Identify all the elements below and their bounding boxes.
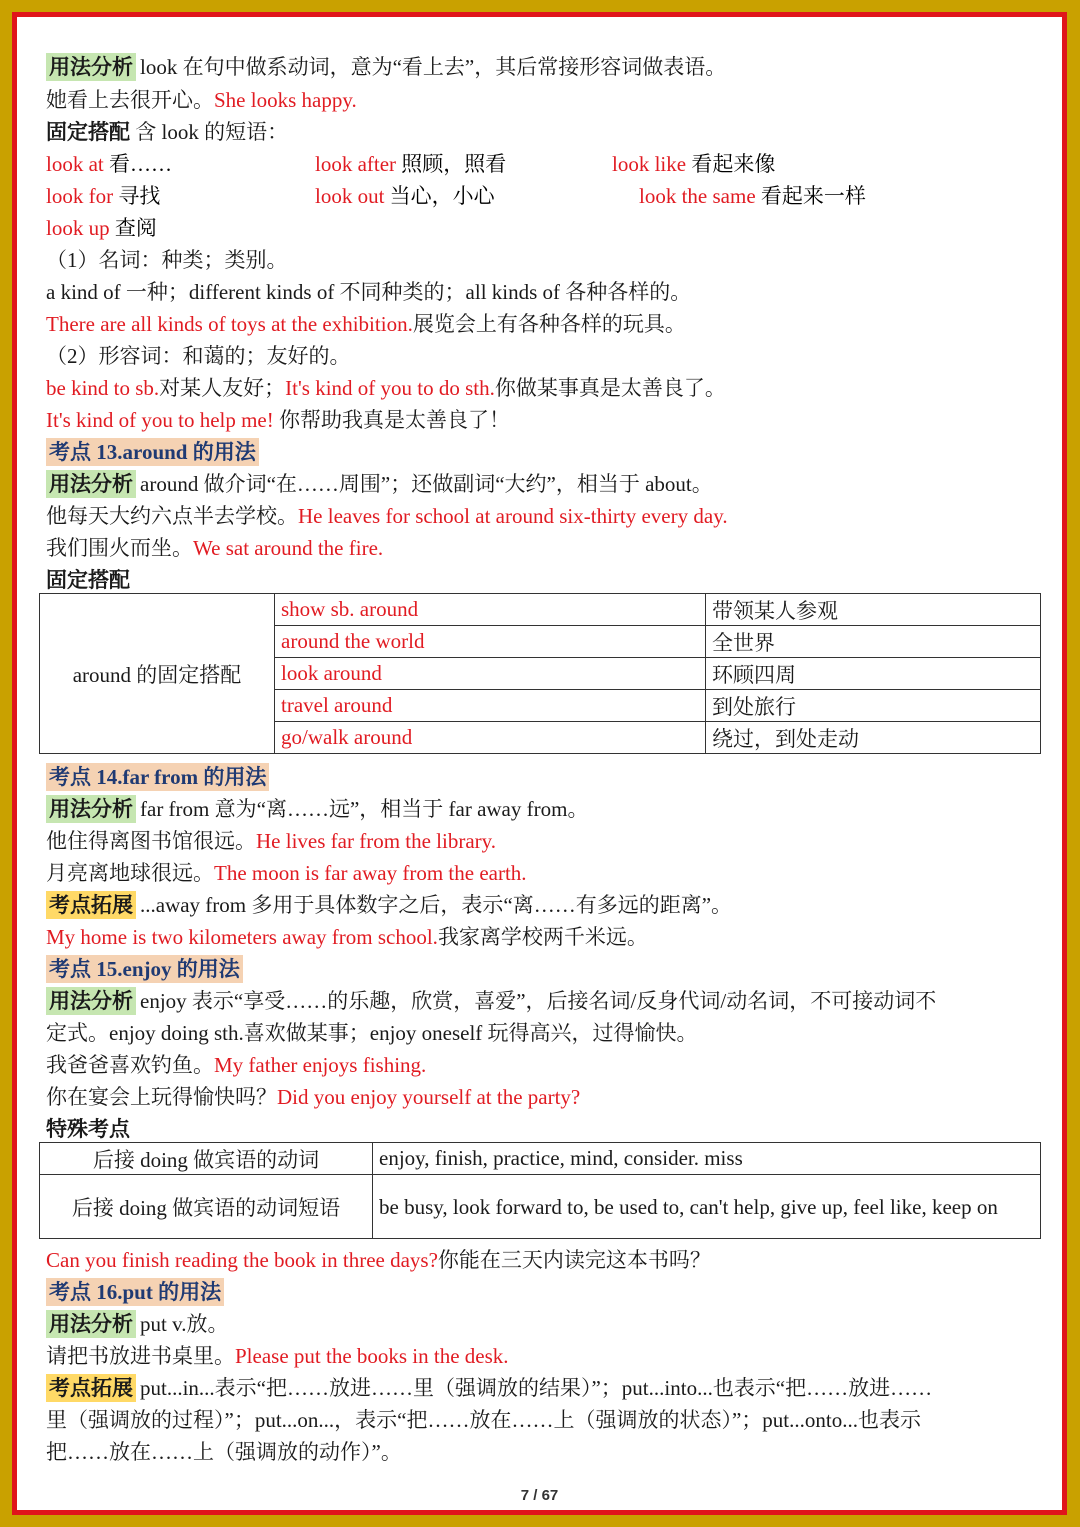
far-example-1: 他住得离图书馆很远。He lives far from the library.: [46, 829, 497, 853]
phrase-item: look at 看……: [46, 152, 172, 176]
table-row: travel around 到处旅行: [40, 690, 1041, 722]
kind-adj-text: be kind to sb.对某人友好；It's kind of you to do sth.你做某事真是太善良了。: [46, 376, 726, 400]
put-analysis: 用法分析 put v.放。: [46, 1310, 228, 1338]
table-label: around 的固定搭配: [40, 594, 275, 754]
kind-noun-text: a kind of 一种；different kinds of 不同种类的；all kinds of 各种各样的。: [46, 280, 692, 304]
example-cn: 她看上去很开心。: [46, 88, 214, 112]
phrases-tag: 固定搭配: [46, 120, 130, 144]
table-row: look around 环顾四周: [40, 658, 1041, 690]
enjoy-special-heading: 特殊考点: [46, 1117, 130, 1141]
put-example: 请把书放进书桌里。Please put the books in the desk.: [46, 1344, 509, 1368]
analysis-text: look 在句中做系动词，意为“看上去”，其后常接形容词做表语。: [140, 55, 727, 79]
enjoy-after-example: Can you finish reading the book in three days?你能在三天内读完这本书吗？: [46, 1248, 711, 1272]
look-analysis: [46, 53, 726, 81]
enjoy-analysis-2: 定式。enjoy doing sth.喜欢做某事；enjoy oneself 玩得高兴，过得愉快。: [46, 1021, 698, 1045]
section-heading: 考点 13.around 的用法: [46, 438, 259, 466]
analysis-tag: 用法分析: [46, 470, 136, 498]
enjoy-analysis-1: 用法分析 enjoy 表示“享受……的乐趣，欣赏，喜爱”，后接名词/反身代词/动名词，不可接动词不: [46, 987, 936, 1015]
kind-noun-example: There are all kinds of toys at the exhibition.展览会上有各种各样的玩具。: [46, 312, 686, 336]
table-row: around 的固定搭配 show sb. around 带领某人参观: [40, 594, 1041, 626]
phrase-item: look out 当心，小心: [315, 184, 495, 208]
enjoy-table: [39, 1142, 1041, 1239]
far-extend-example: My home is two kilometers away from school.我家离学校两千米远。: [46, 925, 648, 949]
table-row: 后接 doing 做宾语的动词短语 be busy, look forward to, be used to, can't help, give up, feel like, keep on: [40, 1175, 1041, 1239]
analysis-tag: 用法分析: [46, 53, 136, 81]
section-heading: 考点 14.far from 的用法: [46, 763, 269, 791]
far-analysis: 用法分析 far from 意为“离……远”，相当于 far away from。: [46, 795, 588, 823]
table-row: around the world 全世界: [40, 626, 1041, 658]
page-number: 7 / 67: [520, 1487, 559, 1504]
put-extend-1: 考点拓展 put...in...表示“把……放进……里（强调放的结果）”；put...into...也表示“把……放进……: [46, 1374, 932, 1402]
put-extend-3: 把……放在……上（强调放的动作）”。: [46, 1440, 402, 1464]
example-en: She looks happy.: [214, 88, 357, 112]
kind-adj-example: It's kind of you to help me! 你帮助我真是太善良了！: [46, 408, 510, 432]
phrases-text: 含 look 的短语：: [135, 120, 289, 144]
around-heading: [46, 438, 263, 466]
look-phrases-intro: [46, 118, 288, 146]
section-heading: 考点 16.put 的用法: [46, 1278, 224, 1306]
around-example-1: 他每天大约六点半去学校。He leaves for school at around six-thirty every day.: [46, 504, 728, 528]
around-table: [39, 593, 1041, 754]
around-example-2: 我们围火而坐。We sat around the fire.: [46, 536, 384, 560]
page-frame: [12, 12, 1067, 1515]
phrase-item: look after 照顾，照看: [315, 152, 507, 176]
enjoy-example-1: 我爸爸喜欢钓鱼。My father enjoys fishing.: [46, 1053, 427, 1077]
phrase-item: look the same 看起来一样: [639, 184, 866, 208]
table-row: go/walk around 绕过，到处走动: [40, 722, 1041, 754]
far-example-2: 月亮离地球很远。The moon is far away from the earth.: [46, 861, 527, 885]
phrase-item: look like 看起来像: [612, 152, 776, 176]
kind-noun-heading: （1）名词：种类；类别。: [46, 248, 288, 272]
put-extend-2: 里（强调放的过程）”；put...on...，表示“把……放在……上（强调放的状态）”；put...onto...也表示: [46, 1408, 921, 1432]
section-heading: 考点 15.enjoy 的用法: [46, 955, 243, 983]
put-heading: [46, 1278, 228, 1306]
look-example: [46, 86, 357, 114]
enjoy-heading: [46, 955, 247, 983]
kind-adj-heading: （2）形容词：和蔼的；友好的。: [46, 344, 351, 368]
far-heading: [46, 763, 273, 791]
far-extend: 考点拓展 ...away from 多用于具体数字之后，表示“离……有多远的距离”。: [46, 891, 732, 919]
table-row: 后接 doing 做宾语的动词 enjoy, finish, practice, mind, consider. miss: [40, 1143, 1041, 1175]
around-phrases-tag: 固定搭配: [46, 568, 130, 592]
phrase-item: look for 寻找: [46, 184, 161, 208]
phrase-item: look up 查阅: [46, 216, 157, 240]
enjoy-example-2: 你在宴会上玩得愉快吗？Did you enjoy yourself at the party?: [46, 1085, 581, 1109]
around-analysis: 用法分析 around 做介词“在……周围”；还做副词“大约”，相当于 about。: [46, 470, 713, 498]
page-content: [17, 17, 1062, 1510]
